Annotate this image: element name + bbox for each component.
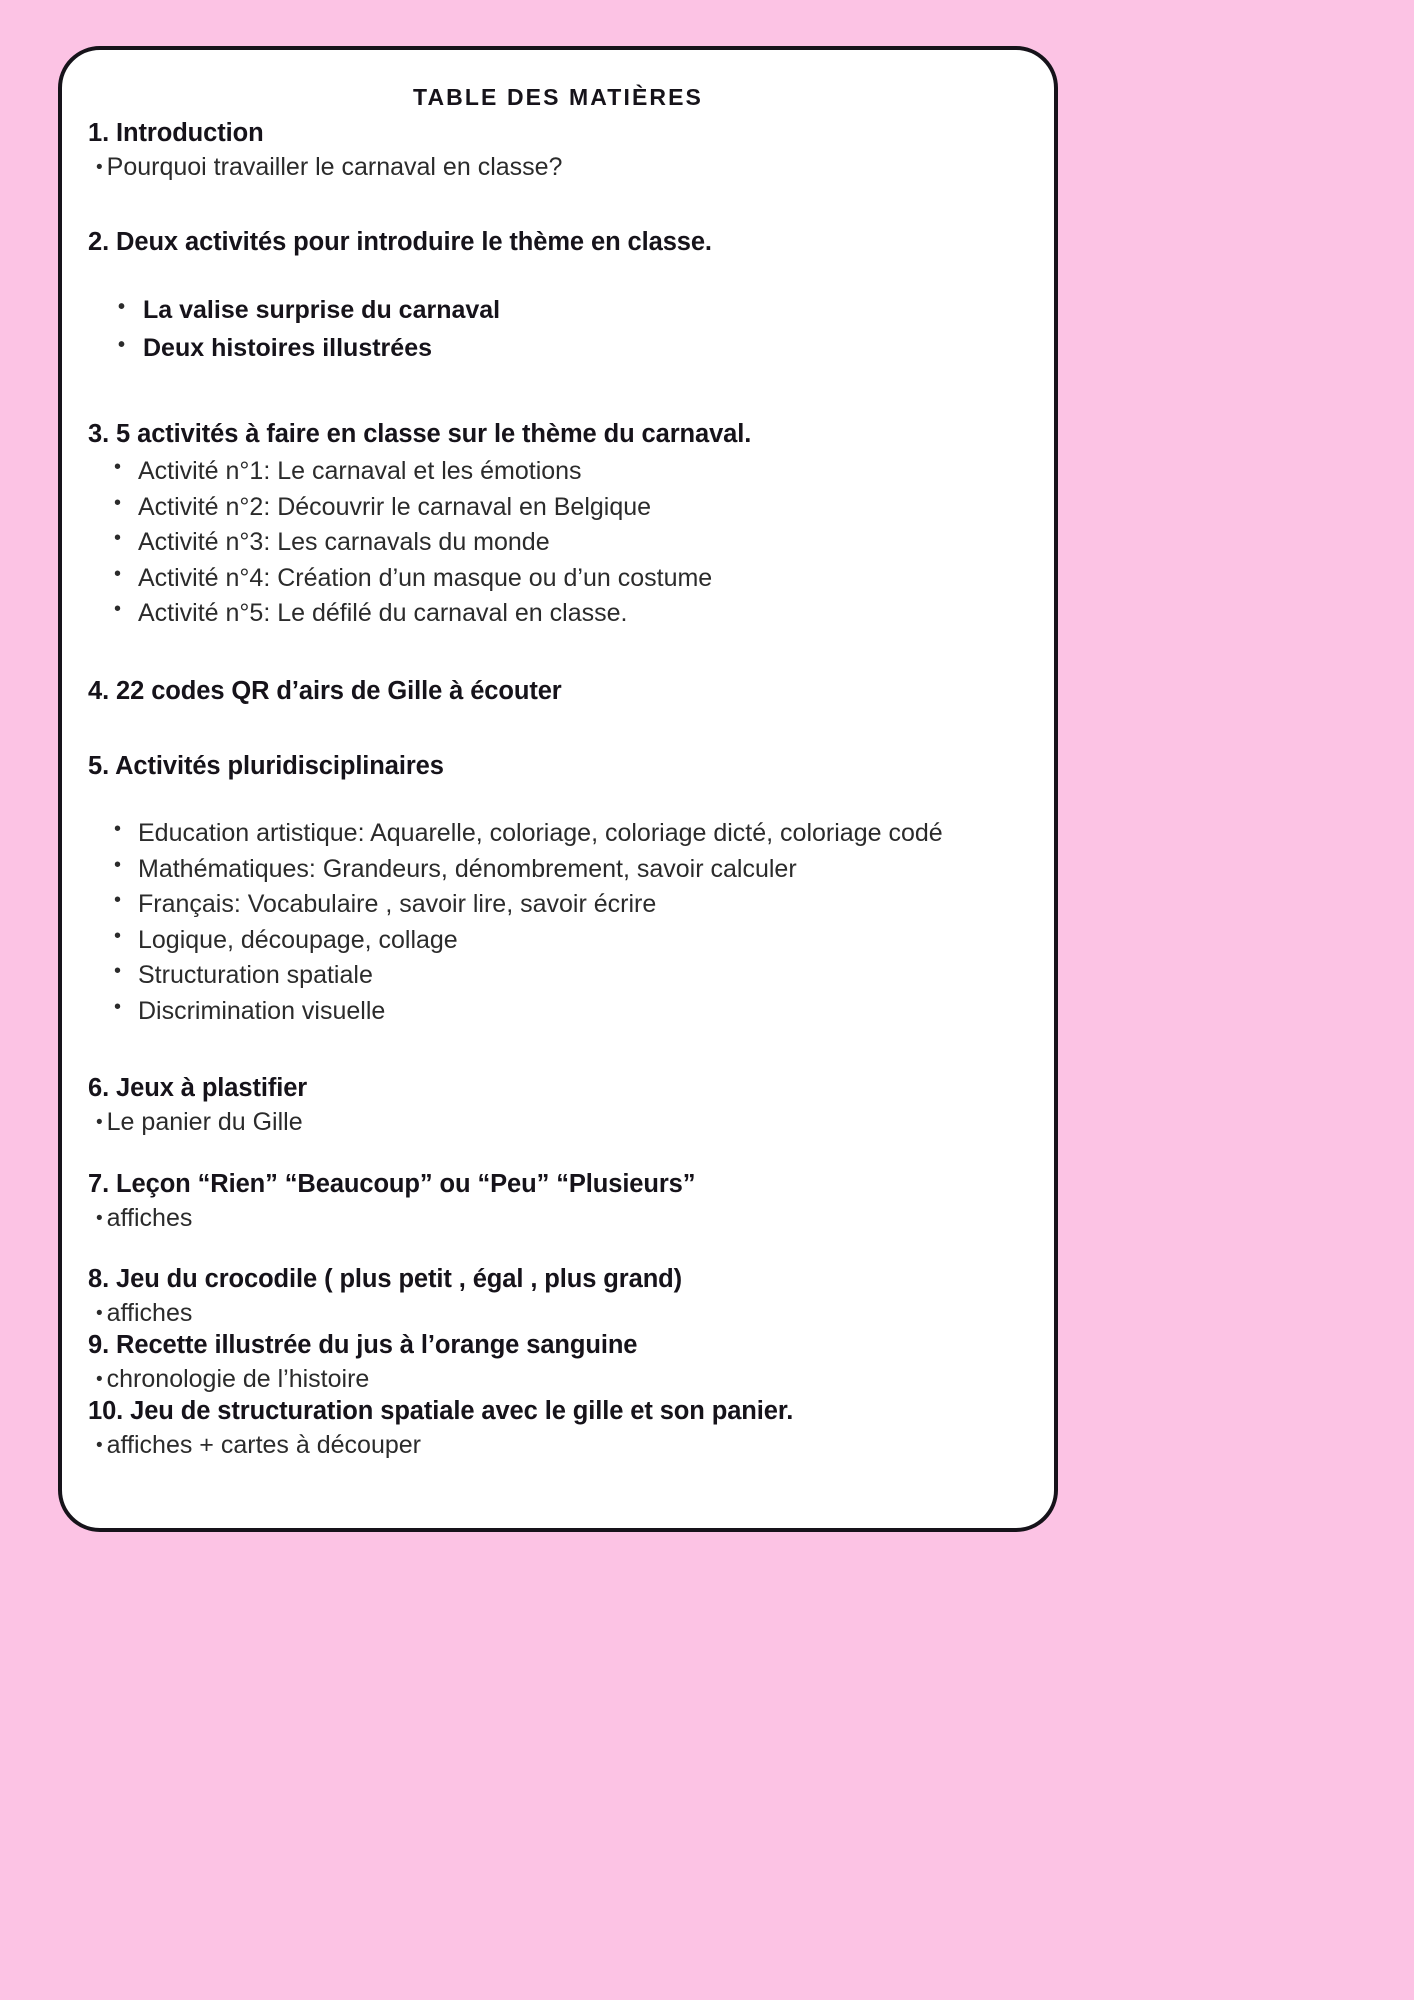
spacer — [88, 1234, 1028, 1264]
section-2 — [88, 227, 1028, 367]
bullet-icon: • — [96, 1112, 103, 1134]
section-6 — [88, 1073, 1028, 1139]
section-inline-bullet — [88, 1363, 1028, 1396]
section-bullet-list — [88, 816, 1028, 1029]
section-heading: 10. Jeu de structuration spatiale avec le gille et son panier. — [88, 1396, 794, 1425]
inline-bullet-label: chronologie de l’histoire — [106, 1365, 370, 1394]
section-inline-bullet — [88, 1297, 1028, 1330]
section-heading: 9. Recette illustrée du jus à l’orange sanguine — [88, 1330, 638, 1359]
spacer — [88, 367, 1028, 419]
list-item: • Activité n°2: Découvrir le carnaval en Belgique — [88, 490, 1028, 526]
list-item: • Activité n°5: Le défilé du carnaval en classe. — [88, 596, 1028, 632]
list-item: • Activité n°1: Le carnaval et les émotions — [88, 454, 1028, 490]
spacer — [88, 707, 1028, 751]
section-10 — [88, 1396, 1028, 1462]
section-heading: 4. 22 codes QR d’airs de Gille à écouter — [88, 676, 562, 705]
section-heading: 2. Deux activités pour introduire le thème en classe. — [88, 228, 712, 257]
section-heading: 8. Jeu du crocodile ( plus petit , égal , plus grand) — [88, 1265, 683, 1294]
bullet-icon: • — [96, 1369, 103, 1391]
inline-bullet-label: affiches — [106, 1203, 193, 1232]
section-heading: 3. 5 activités à faire en classe sur le thème du carnaval. — [88, 420, 752, 449]
spacer — [88, 183, 1028, 227]
section-inline-bullet — [88, 1106, 1028, 1139]
list-item: • Education artistique: Aquarelle, coloriage, coloriage dicté, coloriage codé — [88, 816, 1028, 852]
section-heading: 1. Introduction — [88, 118, 264, 147]
list-item: • La valise surprise du carnaval — [88, 292, 1028, 330]
bullet-icon: • — [96, 1434, 103, 1456]
list-item: • Activité n°4: Création d’un masque ou d’un costume — [88, 561, 1028, 597]
section-9 — [88, 1330, 1028, 1396]
section-4 — [88, 676, 1028, 707]
section-heading: 7. Leçon “Rien” “Beaucoup” ou “Peu” “Plusieurs” — [88, 1169, 696, 1198]
list-item: • Français: Vocabulaire , savoir lire, savoir écrire — [88, 887, 1028, 923]
section-inline-bullet — [88, 151, 1028, 184]
spacer — [88, 1029, 1028, 1073]
page-title: TABLE DES MATIÈRES — [413, 84, 703, 110]
inline-bullet-label: affiches — [106, 1299, 193, 1328]
inline-bullet-label: Pourquoi travailler le carnaval en classe? — [106, 152, 563, 181]
bullet-icon: • — [96, 1207, 103, 1229]
section-heading: 5. Activités pluridisciplinaires — [88, 752, 444, 781]
section-heading: 6. Jeux à plastifier — [88, 1074, 308, 1103]
list-item: • Activité n°3: Les carnavals du monde — [88, 525, 1028, 561]
bullet-icon: • — [96, 156, 103, 178]
section-inline-bullet — [88, 1202, 1028, 1235]
section-1 — [88, 118, 1028, 184]
section-7 — [88, 1169, 1028, 1235]
bullet-icon: • — [96, 1303, 103, 1325]
section-bullet-list — [88, 454, 1028, 632]
list-item: • Logique, découpage, collage — [88, 923, 1028, 959]
section-bullet-list — [88, 292, 1028, 367]
section-inline-bullet — [88, 1429, 1028, 1462]
list-item: • Deux histoires illustrées — [88, 330, 1028, 368]
spacer — [88, 782, 1028, 812]
document-card — [58, 46, 1058, 1532]
spacer — [88, 632, 1028, 676]
spacer — [88, 1139, 1028, 1169]
section-5 — [88, 751, 1028, 1029]
inline-bullet-label: affiches + cartes à découper — [106, 1430, 421, 1459]
list-item: • Mathématiques: Grandeurs, dénombrement, savoir calculer — [88, 852, 1028, 888]
section-8 — [88, 1264, 1028, 1330]
list-item: • Structuration spatiale — [88, 958, 1028, 994]
spacer — [88, 258, 1028, 288]
inline-bullet-label: Le panier du Gille — [106, 1108, 303, 1137]
list-item: • Discrimination visuelle — [88, 994, 1028, 1030]
section-3 — [88, 419, 1028, 632]
